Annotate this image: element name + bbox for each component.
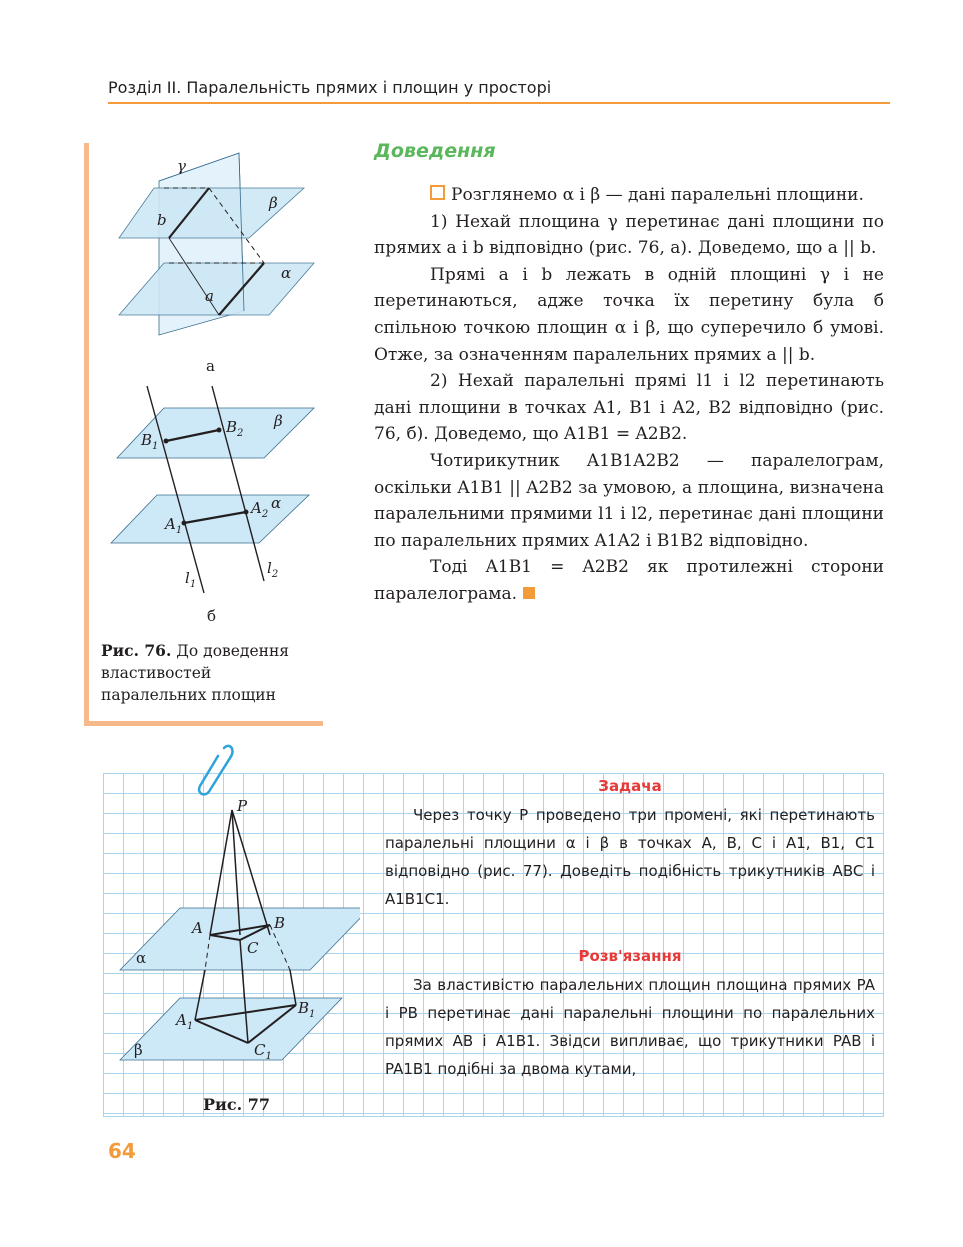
paperclip-icon	[196, 742, 236, 802]
proof-paragraph-2: 1) Нехай площина γ перетинає дані площини по прямих a і b відповідно (рис. 76, а). Доведемо, що a || b.	[374, 211, 884, 259]
fig76-line-b-label: b	[157, 211, 167, 229]
figure-76	[99, 143, 319, 638]
fig76-A2-label: $A_2$	[251, 499, 269, 520]
fig77-A-label: A	[192, 919, 203, 937]
fig77-B-label: B	[274, 914, 286, 932]
fig76-l1-label: $l_1$	[185, 569, 197, 590]
fig76-gamma-label: γ	[177, 157, 186, 175]
figure-76-caption	[101, 640, 321, 706]
caption-bold: Рис. 76.	[101, 641, 172, 660]
figure-76-panel	[84, 143, 323, 726]
fig76-l2-label: $l_2$	[267, 559, 279, 580]
fig76b-beta-label: β	[274, 412, 283, 430]
fig77-A1-label: $A_1$	[176, 1011, 194, 1032]
proof-end-square-icon	[523, 587, 535, 599]
fig77-alpha-label: α	[136, 949, 147, 967]
page-number: 64	[108, 1139, 136, 1163]
fig76-sub-a-label: а	[206, 357, 215, 375]
running-header: Розділ ІІ. Паралельність прямих і площин у просторі	[108, 78, 552, 97]
proof-body	[374, 182, 884, 608]
proof-paragraph-6: Тоді A1B1 = A2B2 як протилежні сторони паралелограма.	[374, 557, 884, 604]
caption-text: До доведення властивостей паралельних площин	[101, 642, 290, 704]
proof-paragraph-5: Чотирикутник A1B1A2B2 — паралелограм, оскільки A1B1 || A2B2 за умовою, а площина, визначена паралельними прямими l1 і l2, перетинає дані площини по паралельних прямих A1A2 і B1B2 відповідно.	[374, 450, 884, 551]
fig76a-beta-label: β	[269, 194, 278, 212]
fig76b-alpha-label: α	[271, 494, 282, 512]
fig76-line-a-label: a	[205, 287, 214, 305]
fig77-C-label: C	[247, 939, 259, 957]
proof-paragraph-1: Розглянемо α і β — дані паралельні площини.	[374, 182, 884, 209]
fig76-B1-label: $B_1$	[141, 431, 159, 452]
task-title: Задача	[598, 777, 662, 795]
fig77-caption: Рис. 77	[203, 1095, 271, 1114]
proof-title: Доведення	[374, 140, 496, 162]
proof-start-square-icon	[430, 185, 445, 200]
header-rule	[108, 102, 890, 104]
solution-title: Розв'язання	[578, 947, 682, 965]
fig76a-alpha-label: α	[281, 264, 292, 282]
fig76-A1-label: $A_1$	[165, 515, 183, 536]
fig76-sub-b-label: б	[207, 607, 217, 625]
proof-paragraph-4: 2) Нехай паралельні прямі l1 і l2 перетинають дані площини в точках A1, B1 і A2, B2 відповідно (рис. 76, б). Доведемо, що A1B1 = A2B2.	[374, 371, 884, 445]
fig77-C1-label: $C_1$	[254, 1041, 272, 1062]
solution-text: За властивістю паралельних площин площина прямих PA і PB перетинає дані паралельні площини по паралельних прямих AB і A1B1. Звідси випливає, що трикутники PAB і PA1B1 подібні за двома кутами,	[385, 976, 875, 1078]
fig76-B2-label: $B_2$	[226, 418, 244, 439]
fig77-beta-label: β	[134, 1041, 143, 1059]
fig77-B1-label: $B_1$	[298, 999, 316, 1020]
figure-77	[110, 795, 360, 1125]
fig77-P-label: P	[237, 797, 248, 815]
proof-paragraph-3: Прямі a і b лежать в одній площині γ і не перетинаються, адже точка їх перетину була б спільною точкою площин α і β, що суперечило б умові. Отже, за означенням паралельних прямих a || b.	[374, 264, 884, 365]
task-text: Через точку P проведено три промені, які перетинають паралельні площини α і β в точках A, B, C і A1, B1, C1 відповідно (рис. 77). Доведіть подібність трикутників ABC і A1B1C1.	[385, 806, 875, 908]
